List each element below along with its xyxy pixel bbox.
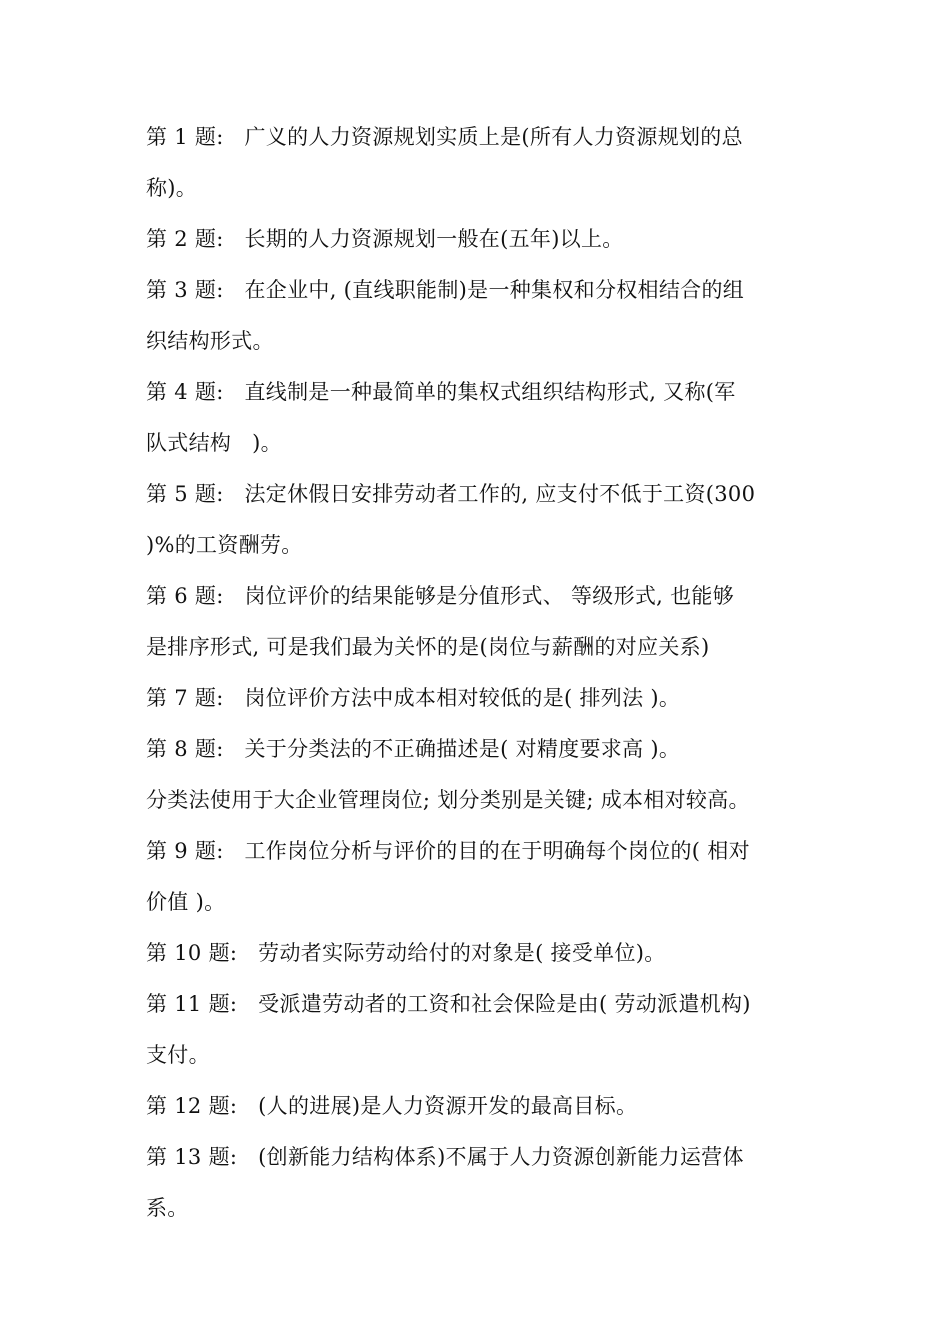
text-line: 第 2 题: 长期的人力资源规划一般在(五年)以上。 bbox=[146, 227, 624, 251]
text-line: 第 11 题: 受派遣劳动者的工资和社会保险是由( 劳动派遣机构) bbox=[146, 992, 751, 1016]
text-line: 第 3 题: 在企业中, (直线职能制)是一种集权和分权相结合的组 bbox=[146, 278, 745, 302]
text-line: 支付。 bbox=[146, 1043, 210, 1067]
text-line: 第 1 题: 广义的人力资源规划实质上是(所有人力资源规划的总 bbox=[146, 125, 743, 149]
text-line: 系。 bbox=[146, 1196, 189, 1220]
text-line: 第 4 题: 直线制是一种最简单的集权式组织结构形式, 又称(军 bbox=[146, 380, 736, 404]
text-line: 第 10 题: 劳动者实际劳动给付的对象是( 接受单位)。 bbox=[146, 941, 666, 965]
text-line: 织结构形式。 bbox=[146, 329, 274, 353]
text-line: 是排序形式, 可是我们最为关怀的是(岗位与薪酬的对应关系) bbox=[146, 635, 710, 659]
text-line: 价值 )。 bbox=[146, 890, 226, 914]
text-line: 第 8 题: 关于分类法的不正确描述是( 对精度要求高 )。 bbox=[146, 737, 681, 761]
document-body bbox=[146, 118, 808, 1240]
text-line: 第 9 题: 工作岗位分析与评价的目的在于明确每个岗位的( 相对 bbox=[146, 839, 750, 863]
text-line: 分类法使用于大企业管理岗位; 划分类别是关键; 成本相对较高。 bbox=[146, 788, 750, 812]
text-line: 称)。 bbox=[146, 176, 198, 200]
text-line: )%的工资酬劳。 bbox=[146, 533, 303, 557]
text-line: 队式结构 )。 bbox=[146, 431, 282, 455]
text-line: 第 7 题: 岗位评价方法中成本相对较低的是( 排列法 )。 bbox=[146, 686, 681, 710]
text-line: 第 6 题: 岗位评价的结果能够是分值形式、 等级形式, 也能够 bbox=[146, 584, 735, 608]
text-line: 第 13 题: (创新能力结构体系)不属于人力资源创新能力运营体 bbox=[146, 1145, 744, 1169]
text-line: 第 5 题: 法定休假日安排劳动者工作的, 应支付不低于工资(300 bbox=[146, 482, 756, 506]
text-line: 第 12 题: (人的进展)是人力资源开发的最高目标。 bbox=[146, 1094, 638, 1118]
